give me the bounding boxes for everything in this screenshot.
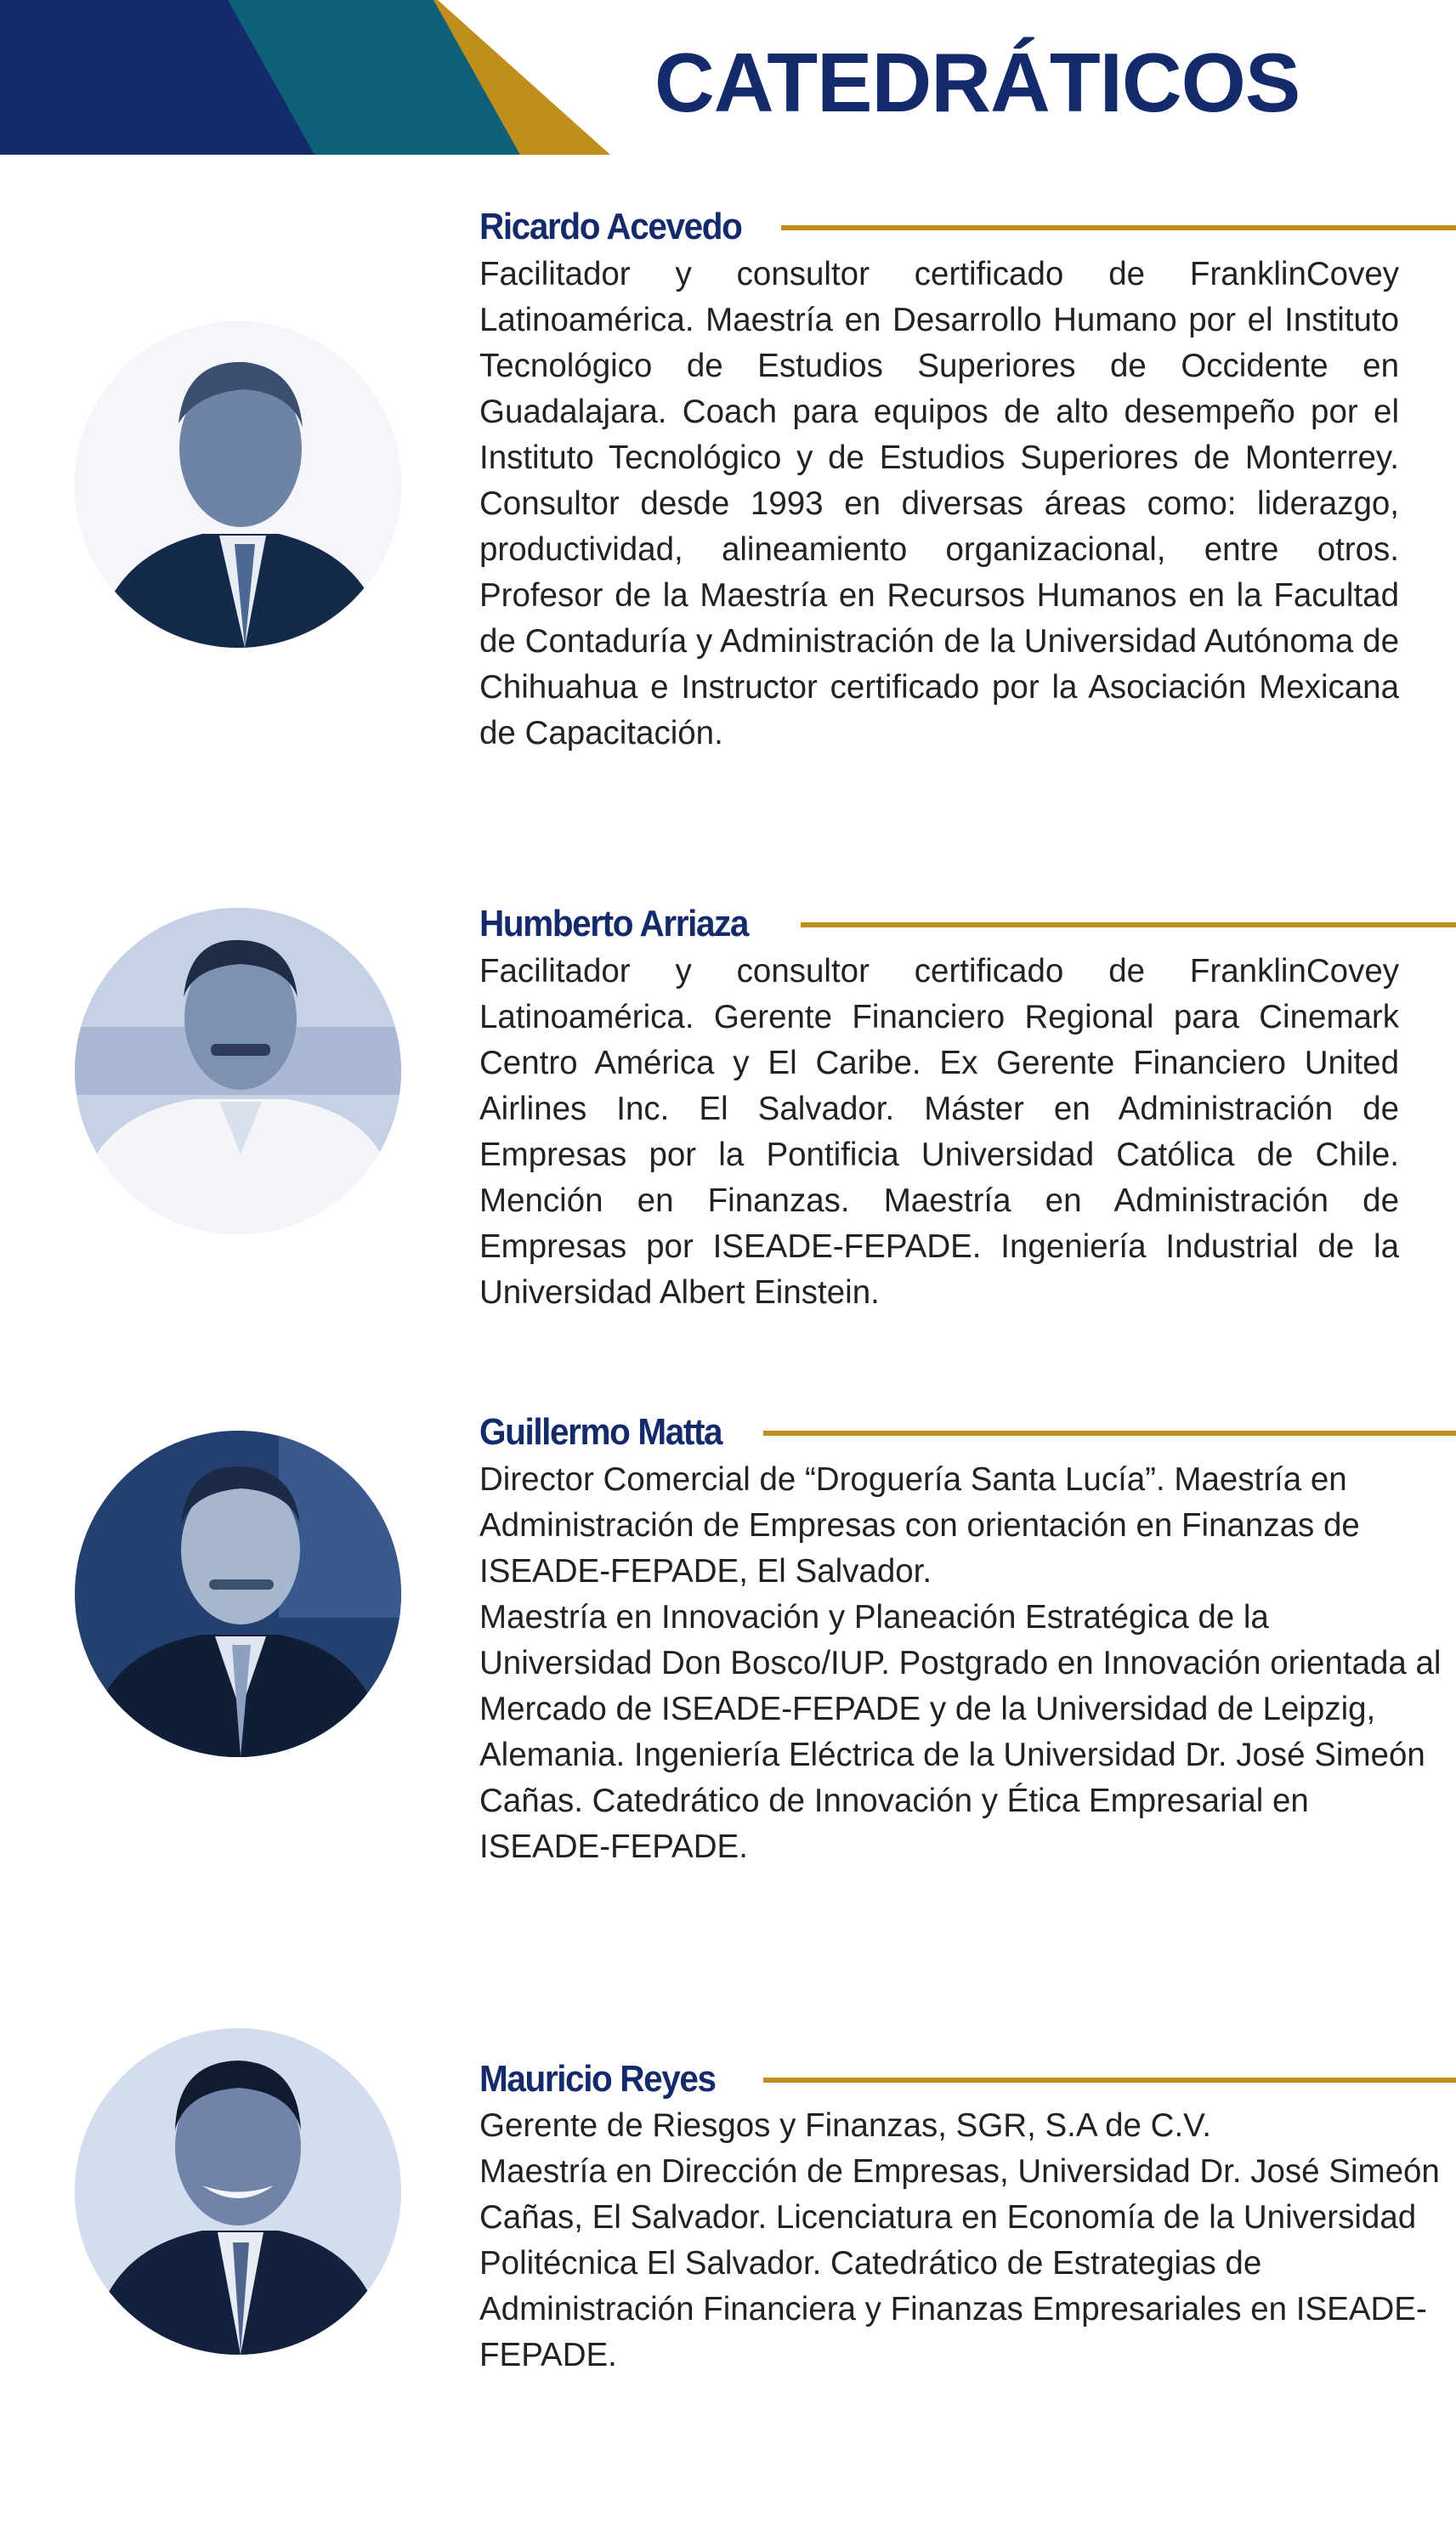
instructor-bio: [479, 2103, 1444, 2378]
bio-paragraph: Director Comercial de “Droguería Santa Lucía”. Maestría en Administración de Empresas con orientación en Finanzas de ISEADE-FEPADE, El Salvador.: [479, 1461, 1360, 1590]
portrait-photo: [75, 1431, 401, 1757]
person-silhouette-icon: [75, 908, 401, 1234]
name-row: [479, 201, 1456, 252]
name-row: [479, 2054, 1456, 2105]
gold-divider-line: [763, 1431, 1456, 1436]
instructor-bio: [479, 949, 1399, 1316]
instructor-bio: [479, 252, 1399, 757]
name-row: [479, 1407, 1456, 1458]
instructor-name: Humberto Arriaza: [479, 903, 749, 944]
person-silhouette-icon: [75, 2028, 401, 2355]
portrait-photo: [75, 321, 401, 648]
gold-divider-line: [801, 922, 1456, 927]
gold-divider-line: [763, 2078, 1456, 2083]
bio-paragraph: Maestría en Innovación y Planeación Estratégica de la Universidad Don Bosco/IUP. Postgrado en Innovación orientada al Mercado de ISEADE-FEPADE y de la Universidad de Leipzig, Alemania. Ingeniería Eléctrica de la Universidad Dr. José Simeón Cañas. Catedrático de Innovación y Ética Empresarial en ISEADE-FEPADE.: [479, 1599, 1442, 1865]
name-row: [479, 899, 1456, 950]
bio-paragraph: Facilitador y consultor certificado de FranklinCovey Latinoamérica. Maestría en Desarrollo Humano por el Instituto Tecnológico de Estudios Superiores de Occidente en Guadalajara. Coach para equipos de alto desempeño por el Instituto Tecnológico y de Estudios Superiores de Monterrey. Consultor desde 1993 en diversas áreas como: liderazgo, productividad, alineamiento organizacional, entre otros. Profesor de la Maestría en Recursos Humanos en la Facultad de Contaduría y Administración de la Universidad Autónoma de Chihuahua e Instructor certificado por la Asociación Mexicana de Capacitación.: [479, 256, 1399, 751]
instructor-name: Mauricio Reyes: [479, 2058, 716, 2100]
portrait-photo: [75, 908, 401, 1234]
gold-divider-line: [781, 225, 1456, 230]
bio-paragraph: Maestría en Dirección de Empresas, Universidad Dr. José Simeón Cañas, El Salvador. Licenciatura en Economía de la Universidad Politécnica El Salvador. Catedrático de Estrategias de Administración Financiera y Finanzas Empresariales en ISEADE-FEPADE.: [479, 2153, 1440, 2373]
person-silhouette-icon: [75, 321, 401, 648]
instructor-name: Ricardo Acevedo: [479, 206, 742, 247]
bio-paragraph: Gerente de Riesgos y Finanzas, SGR, S.A de C.V.: [479, 2107, 1211, 2144]
page-title: CATEDRÁTICOS: [654, 36, 1300, 129]
instructor-name: Guillermo Matta: [479, 1411, 722, 1453]
instructor-bio: [479, 1457, 1444, 1870]
bio-paragraph: Facilitador y consultor certificado de FranklinCovey Latinoamérica. Gerente Financiero Regional para Cinemark Centro América y El Caribe. Ex Gerente Financiero United Airlines Inc. El Salvador. Máster en Administración de Empresas por la Pontificia Universidad Católica de Chile. Mención en Finanzas. Maestría en Administración de Empresas por ISEADE-FEPADE. Ingeniería Industrial de la Universidad Albert Einstein.: [479, 953, 1399, 1311]
portrait-photo: [75, 2028, 401, 2355]
person-silhouette-icon: [75, 1431, 401, 1757]
